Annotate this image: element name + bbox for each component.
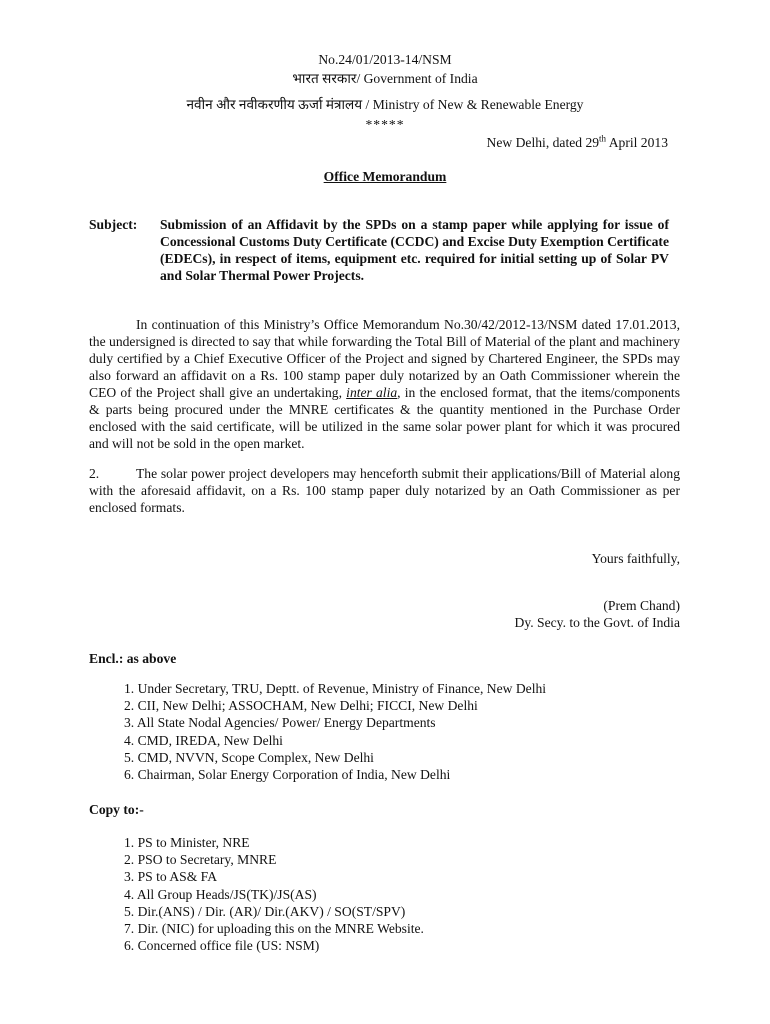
list-item: 2. CII, New Delhi; ASSOCHAM, New Delhi; FICCI, New Delhi: [124, 698, 478, 714]
document-title: Office Memorandum: [323, 169, 447, 184]
separator-stars: *****: [365, 117, 405, 132]
list-item: 3. PS to AS& FA: [124, 869, 218, 885]
paragraph-2-number: 2.: [89, 466, 100, 481]
list-item: 1. PS to Minister, NRE: [124, 835, 250, 850]
date-suffix: April 2013: [606, 135, 668, 150]
date-prefix: New Delhi, dated 29: [486, 135, 600, 150]
enclosure-list: [124, 680, 546, 783]
list-item: 1. Under Secretary, TRU, Deptt. of Revenue, Ministry of Finance, New Delhi: [124, 681, 547, 696]
ministry-line: [0, 96, 770, 113]
paragraph-1-emphasis: inter alia: [346, 385, 398, 400]
closing-salutation: Yours faithfully,: [591, 551, 680, 566]
list-item: 2. PSO to Secretary, MNRE: [124, 852, 277, 868]
paragraph-1-text-before: In continuation of this Ministry’s Office Memorandum No.30/42/2012-13/NSM dated 17.01.2013, the undersigned is directed to say that while forwarding the Total Bill of Material of the plant and machinery duly certified by a Chief Executive Officer of the Project and signed by Chartered Engineer, the SPDs may also forward an affidavit on a Rs. 100 stamp paper duly notarized by an Oath Commissioner wherein the CEO of the Project shall give an undertaking,: [89, 317, 680, 400]
copy-to-heading: Copy to:-: [89, 802, 144, 817]
list-item: 3. All State Nodal Agencies/ Power/ Energy Departments: [124, 715, 436, 731]
subject-text: Submission of an Affidavit by the SPDs on a stamp paper while applying for issue of Concessional Customs Duty Certificate (CCDC) and Excise Duty Exemption Certificate (EDECs), in respect of items, equipment etc. required for initial setting up of Solar PV and Solar Thermal Power Projects.: [160, 217, 669, 283]
ministry-english: / Ministry of New & Renewable Energy: [362, 97, 584, 112]
signatory-designation: Dy. Secy. to the Govt. of India: [514, 615, 680, 630]
signatory-name: (Prem Chand): [603, 598, 680, 613]
paragraph-2-text: The solar power project developers may henceforth submit their applications/Bill of Material along with the aforesaid affidavit, on a Rs. 100 stamp paper duly notarized by an Oath Commissioner as per enclosed formats.: [89, 466, 680, 515]
paragraph-1-text-after: , in the enclosed format, that the items/components & parts being procured under the MNRE certificates & the quantity mentioned in the Purchase Order enclosed with the said certificate, will be utilized in the same solar power plant for which it was procured and will not be sold in the open market.: [89, 385, 680, 451]
list-item: 4. CMD, IREDA, New Delhi: [124, 732, 283, 748]
date-superscript: th: [599, 133, 607, 144]
copy-to-list: [124, 834, 424, 954]
subject-label: Subject:: [89, 217, 138, 232]
list-item: 5. Dir.(ANS) / Dir. (AR)/ Dir.(AKV) / SO(ST/SPV): [124, 903, 406, 919]
enclosure-heading: Encl.: as above: [89, 651, 177, 666]
paragraph-2: [89, 465, 680, 516]
date-line: [430, 134, 668, 151]
list-item: 4. All Group Heads/JS(TK)/JS(AS): [124, 886, 317, 902]
paragraph-1: [89, 316, 680, 452]
list-item: 7. Dir. (NIC) for uploading this on the MNRE Website.: [124, 920, 424, 936]
list-item: 6. Concerned office file (US: NSM): [124, 938, 320, 954]
government-hindi: भारत सरकार: [292, 71, 357, 86]
ministry-hindi: नवीन और नवीकरणीय ऊर्जा मंत्रालय: [186, 97, 363, 112]
government-english: / Government of India: [356, 71, 478, 86]
government-line: [0, 70, 770, 87]
list-item: 5. CMD, NVVN, Scope Complex, New Delhi: [124, 749, 374, 765]
list-item: 6. Chairman, Solar Energy Corporation of India, New Delhi: [124, 766, 451, 782]
reference-number: No.24/01/2013-14/NSM: [318, 52, 452, 67]
